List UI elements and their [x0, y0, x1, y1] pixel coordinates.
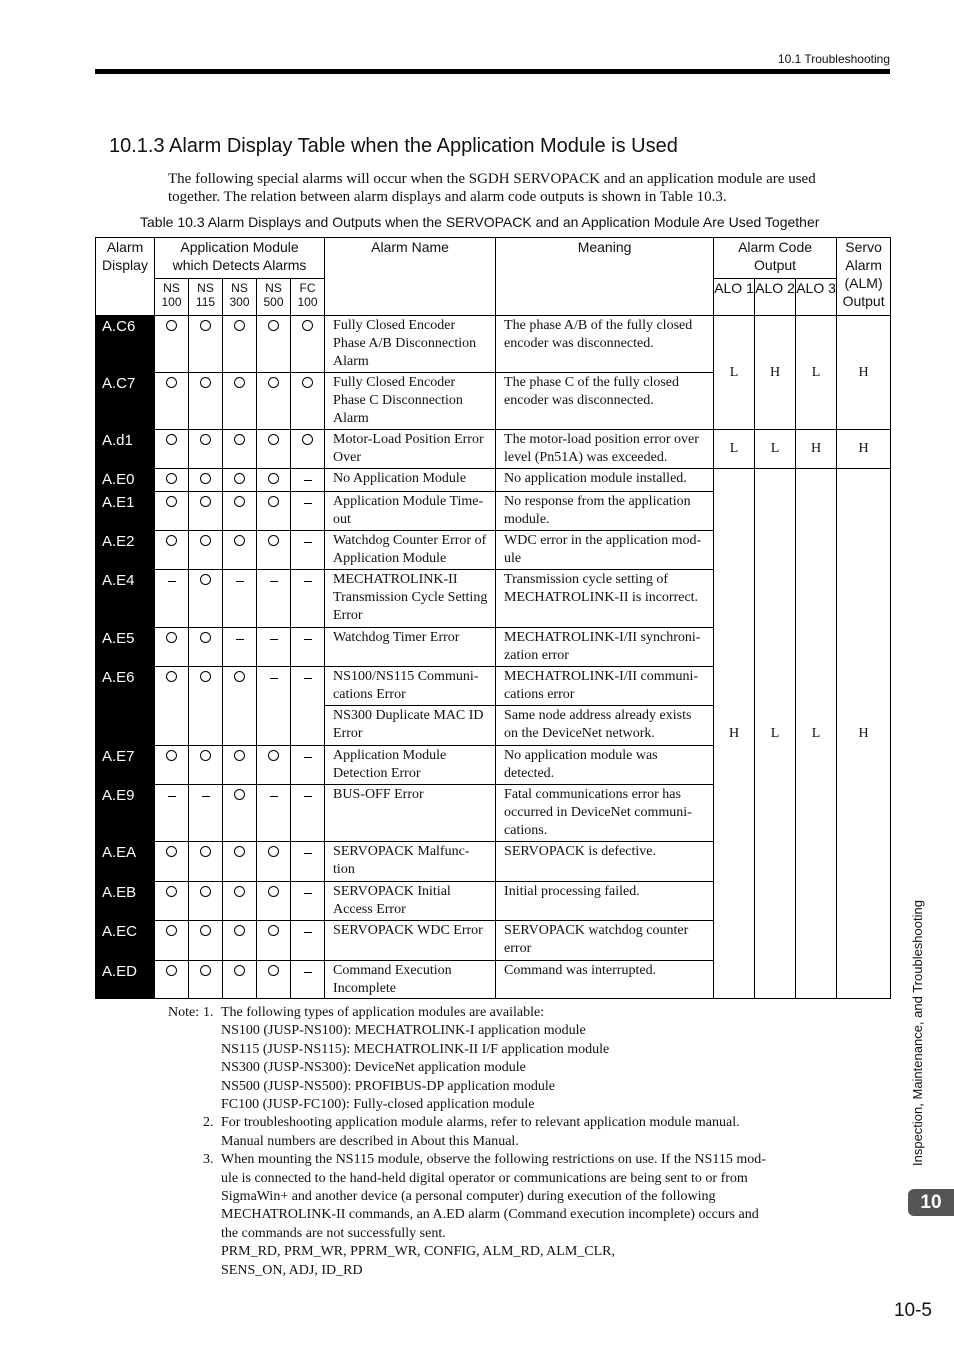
circle-mark-icon: [166, 434, 177, 445]
module-mark: [155, 430, 189, 469]
note-label: [168, 1133, 203, 1151]
note-text: NS115 (JUSP-NS115): MECHATROLINK-II I/F application module: [221, 1041, 610, 1057]
circle-mark-icon: [234, 965, 245, 976]
module-mark: [291, 373, 325, 430]
dash-mark-icon: [168, 796, 176, 797]
module-mark: [291, 785, 325, 842]
module-mark: [257, 961, 291, 999]
module-mark: [223, 570, 257, 628]
module-mark: [223, 469, 257, 492]
module-mark: [257, 469, 291, 492]
circle-mark-icon: [200, 925, 211, 936]
alarm-name: Application Module Detection Error: [325, 746, 496, 785]
module-mark: [155, 842, 189, 882]
page-number: 10-5: [893, 1300, 932, 1321]
alarm-meaning: The phase A/B of the fully closed encoder was disconnected.: [496, 316, 714, 373]
alarm-meaning: SERVOPACK watchdog counter error: [496, 921, 714, 961]
circle-mark-icon: [268, 434, 279, 445]
alarm-code: A.E9: [96, 785, 155, 842]
dash-mark-icon: [304, 932, 312, 933]
circle-mark-icon: [234, 789, 245, 800]
note-line: [168, 1114, 788, 1132]
module-mark: [189, 842, 223, 882]
module-mark: [189, 531, 223, 570]
alarm-meaning: No response from the application module.: [496, 492, 714, 531]
dash-mark-icon: [236, 581, 244, 582]
note-text: Manual numbers are described in About this Manual.: [221, 1133, 519, 1149]
circle-mark-icon: [234, 671, 245, 682]
circle-mark-icon: [200, 632, 211, 643]
module-mark: [189, 316, 223, 373]
module-mark: [257, 921, 291, 961]
circle-mark-icon: [302, 377, 313, 388]
note-label: [168, 1188, 203, 1206]
alo-output: L: [714, 430, 755, 469]
dash-mark-icon: [236, 639, 244, 640]
alarm-meaning: No application module installed.: [496, 469, 714, 492]
alarm-name: Motor-Load Position Error Over: [325, 430, 496, 469]
dash-mark-icon: [304, 853, 312, 854]
dash-mark-icon: [304, 542, 312, 543]
circle-mark-icon: [200, 377, 211, 388]
module-mark: [155, 961, 189, 999]
alarm-name: SERVOPACK Malfunc-tion: [325, 842, 496, 882]
alarm-name: Watchdog Counter Error of Application Module: [325, 531, 496, 570]
module-mark: [291, 430, 325, 469]
module-mark: [257, 373, 291, 430]
alarm-code: A.E5: [96, 628, 155, 667]
note-label: Note:: [168, 1005, 200, 1020]
circle-mark-icon: [200, 473, 211, 484]
alarm-code: A.E2: [96, 531, 155, 570]
dash-mark-icon: [270, 796, 278, 797]
module-mark: [189, 570, 223, 628]
alarm-meaning: The motor-load position error over level (Pn51A) was exceeded.: [496, 430, 714, 469]
module-mark: [291, 667, 325, 746]
module-mark: [257, 746, 291, 785]
circle-mark-icon: [166, 925, 177, 936]
circle-mark-icon: [234, 535, 245, 546]
table-row: [96, 469, 891, 492]
module-mark: [291, 842, 325, 882]
circle-mark-icon: [234, 750, 245, 761]
circle-mark-icon: [268, 320, 279, 331]
circle-mark-icon: [200, 434, 211, 445]
circle-mark-icon: [234, 434, 245, 445]
note-number: [203, 1041, 221, 1059]
chapter-badge: 10: [908, 1189, 954, 1216]
circle-mark-icon: [268, 925, 279, 936]
alarm-meaning: WDC error in the application mod-ule: [496, 531, 714, 570]
module-mark: [291, 628, 325, 667]
alo-output: L: [714, 316, 755, 430]
note-text: NS100 (JUSP-NS100): MECHATROLINK-I application module: [221, 1023, 586, 1039]
alarm-code: A.ED: [96, 961, 155, 999]
module-mark: [223, 316, 257, 373]
note-line: [168, 1096, 788, 1114]
alarm-meaning: Fatal communications error has occurred in DeviceNet communi-cations.: [496, 785, 714, 842]
module-mark: [155, 785, 189, 842]
module-mark: [257, 667, 291, 746]
dash-mark-icon: [304, 480, 312, 481]
note-label: [168, 1059, 203, 1077]
note-line: [168, 1041, 788, 1059]
module-mark: [291, 746, 325, 785]
module-mark: [223, 746, 257, 785]
module-mark: [223, 667, 257, 746]
alarm-code: A.C7: [96, 373, 155, 430]
module-mark: [155, 628, 189, 667]
dash-mark-icon: [270, 678, 278, 679]
circle-mark-icon: [234, 320, 245, 331]
circle-mark-icon: [200, 496, 211, 507]
module-mark: [223, 492, 257, 531]
alo-output: L: [755, 430, 796, 469]
dash-mark-icon: [304, 678, 312, 679]
module-mark: [257, 842, 291, 882]
note-number: 2.: [203, 1115, 214, 1131]
dash-mark-icon: [304, 757, 312, 758]
note-number: 1.: [203, 1005, 214, 1020]
header-alarm-name: Alarm Name: [325, 238, 496, 316]
module-mark: [155, 492, 189, 531]
module-mark: [223, 628, 257, 667]
notes: [168, 1004, 788, 1280]
dash-mark-icon: [304, 639, 312, 640]
module-mark: [257, 882, 291, 921]
dash-mark-icon: [168, 581, 176, 582]
circle-mark-icon: [166, 535, 177, 546]
alarm-code: A.d1: [96, 430, 155, 469]
note-text: the commands are not successfully sent.: [221, 1225, 446, 1241]
alarm-name: BUS-OFF Error: [325, 785, 496, 842]
module-mark: [189, 882, 223, 921]
alo-output: L: [755, 469, 796, 999]
note-number: [203, 1188, 221, 1206]
module-mark: [223, 842, 257, 882]
note-line: [168, 1243, 788, 1261]
module-mark: [257, 531, 291, 570]
circle-mark-icon: [166, 671, 177, 682]
alarm-meaning: MECHATROLINK-I/II synchroni-zation error: [496, 628, 714, 667]
header-meaning: Meaning: [496, 238, 714, 316]
module-mark: [189, 492, 223, 531]
alarm-name: Fully Closed Encoder Phase C Disconnection Alarm: [325, 373, 496, 430]
module-mark: [291, 531, 325, 570]
module-mark: [189, 961, 223, 999]
circle-mark-icon: [268, 377, 279, 388]
circle-mark-icon: [200, 320, 211, 331]
circle-mark-icon: [234, 925, 245, 936]
circle-mark-icon: [200, 965, 211, 976]
header-module: NS 115: [189, 279, 223, 316]
alo-output: L: [796, 469, 837, 999]
module-mark: [223, 961, 257, 999]
header-servo-alarm: Servo Alarm (ALM) Output: [837, 238, 891, 316]
header-alo: ALO 1: [714, 279, 755, 316]
module-mark: [257, 785, 291, 842]
alarm-code: A.E4: [96, 570, 155, 628]
alarm-name: NS100/NS115 Communi-cations Error: [325, 667, 496, 706]
note-number: [203, 1243, 221, 1261]
circle-mark-icon: [166, 886, 177, 897]
note-line: [168, 1262, 788, 1280]
note-label: [168, 1114, 203, 1132]
module-mark: [291, 921, 325, 961]
note-number: [203, 1262, 221, 1280]
module-mark: [223, 882, 257, 921]
circle-mark-icon: [200, 750, 211, 761]
dash-mark-icon: [304, 503, 312, 504]
module-mark: [223, 921, 257, 961]
table-row: [96, 430, 891, 469]
module-mark: [257, 430, 291, 469]
circle-mark-icon: [234, 846, 245, 857]
note-number: [203, 1022, 221, 1040]
alarm-code: A.EC: [96, 921, 155, 961]
running-header: 10.1 Troubleshooting: [777, 52, 890, 66]
note-number: [203, 1170, 221, 1188]
note-number: [203, 1096, 221, 1114]
module-mark: [257, 316, 291, 373]
module-mark: [223, 430, 257, 469]
note-number: [203, 1059, 221, 1077]
note-number: [203, 1078, 221, 1096]
alarm-name: SERVOPACK WDC Error: [325, 921, 496, 961]
note-label: [168, 1022, 203, 1040]
header-alo: ALO 2: [755, 279, 796, 316]
alo-output: L: [796, 316, 837, 430]
note-line: [168, 1004, 788, 1022]
module-mark: [155, 667, 189, 746]
circle-mark-icon: [234, 377, 245, 388]
note-line: [168, 1225, 788, 1243]
note-text: FC100 (JUSP-FC100): Fully-closed application module: [221, 1097, 535, 1113]
note-number: [203, 1225, 221, 1243]
alarm-meaning: The phase C of the fully closed encoder was disconnected.: [496, 373, 714, 430]
circle-mark-icon: [166, 750, 177, 761]
side-tab-text: Inspection, Maintenance, and Troubleshooting: [910, 900, 925, 1166]
note-text: MECHATROLINK-II commands, an A.ED alarm (Command execution incomplete) occurs and: [221, 1207, 759, 1223]
module-mark: [189, 430, 223, 469]
note-label: [168, 1243, 203, 1261]
dash-mark-icon: [270, 581, 278, 582]
alarm-code: A.E7: [96, 746, 155, 785]
module-mark: [189, 373, 223, 430]
circle-mark-icon: [268, 496, 279, 507]
note-text: For troubleshooting application module alarms, refer to relevant application module manual.: [221, 1115, 740, 1131]
alo-output: H: [796, 430, 837, 469]
note-label: [168, 1225, 203, 1243]
note-text: NS300 (JUSP-NS300): DeviceNet application module: [221, 1060, 526, 1076]
circle-mark-icon: [234, 886, 245, 897]
module-mark: [189, 746, 223, 785]
note-text: The following types of application modules are available:: [221, 1005, 545, 1020]
circle-mark-icon: [166, 632, 177, 643]
circle-mark-icon: [302, 434, 313, 445]
module-mark: [257, 492, 291, 531]
circle-mark-icon: [234, 496, 245, 507]
note-number: [203, 1206, 221, 1224]
header-app-module: Application Module which Detects Alarms: [155, 238, 325, 279]
servo-alarm-output: H: [837, 316, 891, 430]
header-module: FC 100: [291, 279, 325, 316]
circle-mark-icon: [234, 473, 245, 484]
module-mark: [155, 882, 189, 921]
header-alarm-display: Alarm Display: [96, 238, 155, 316]
note-line: [168, 1188, 788, 1206]
alarm-meaning: Command was interrupted.: [496, 961, 714, 999]
note-label: [168, 1170, 203, 1188]
note-text: NS500 (JUSP-NS500): PROFIBUS-DP application module: [221, 1078, 555, 1094]
note-number: 3.: [203, 1152, 214, 1168]
alarm-table-body: [96, 316, 891, 999]
circle-mark-icon: [166, 846, 177, 857]
alarm-name: Application Module Time-out: [325, 492, 496, 531]
circle-mark-icon: [166, 320, 177, 331]
section-title: 10.1.3 Alarm Display Table when the Application Module is Used: [109, 135, 678, 157]
module-mark: [257, 570, 291, 628]
module-mark: [189, 667, 223, 746]
note-line: [168, 1151, 788, 1169]
module-mark: [189, 628, 223, 667]
circle-mark-icon: [268, 965, 279, 976]
module-mark: [189, 469, 223, 492]
note-line: [168, 1133, 788, 1151]
circle-mark-icon: [268, 750, 279, 761]
alarm-meaning: Same node address already exists on the DeviceNet network.: [496, 706, 714, 746]
circle-mark-icon: [268, 535, 279, 546]
alarm-name: NS300 Duplicate MAC ID Error: [325, 706, 496, 746]
module-mark: [155, 570, 189, 628]
alarm-meaning: No application module was detected.: [496, 746, 714, 785]
note-label: [168, 1096, 203, 1114]
alarm-meaning: MECHATROLINK-I/II communi-cations error: [496, 667, 714, 706]
alarm-name: SERVOPACK Initial Access Error: [325, 882, 496, 921]
alo-output: H: [755, 316, 796, 430]
circle-mark-icon: [200, 846, 211, 857]
circle-mark-icon: [200, 574, 211, 585]
circle-mark-icon: [302, 320, 313, 331]
circle-mark-icon: [166, 496, 177, 507]
intro-paragraph: The following special alarms will occur when the SGDH SERVOPACK and an application module are used together. The relation between alarm displays and alarm code outputs is shown in Table 10.3.: [168, 171, 816, 205]
header-module: NS 500: [257, 279, 291, 316]
alarm-table: [95, 237, 891, 999]
module-mark: [155, 316, 189, 373]
header-rule: [95, 69, 890, 74]
alarm-code: A.E1: [96, 492, 155, 531]
header-module: NS 100: [155, 279, 189, 316]
alarm-meaning: SERVOPACK is defective.: [496, 842, 714, 882]
module-mark: [189, 921, 223, 961]
header-alo: ALO 3: [796, 279, 837, 316]
circle-mark-icon: [166, 473, 177, 484]
module-mark: [291, 882, 325, 921]
note-line: [168, 1022, 788, 1040]
alarm-code: A.EA: [96, 842, 155, 882]
note-line: [168, 1059, 788, 1077]
circle-mark-icon: [268, 473, 279, 484]
module-mark: [291, 961, 325, 999]
table-row: [96, 316, 891, 373]
note-text: ule is connected to the hand-held digital operator or communications are being sent to or from: [221, 1170, 748, 1186]
dash-mark-icon: [304, 972, 312, 973]
module-mark: [223, 531, 257, 570]
module-mark: [189, 785, 223, 842]
alarm-code: A.E0: [96, 469, 155, 492]
dash-mark-icon: [270, 639, 278, 640]
circle-mark-icon: [268, 886, 279, 897]
alarm-code: A.E6: [96, 667, 155, 746]
module-mark: [291, 492, 325, 531]
table-caption: Table 10.3 Alarm Displays and Outputs when the SERVOPACK and an Application Module Are Used Together: [140, 214, 820, 230]
note-label: [168, 1041, 203, 1059]
circle-mark-icon: [268, 846, 279, 857]
module-mark: [291, 570, 325, 628]
alarm-meaning: Initial processing failed.: [496, 882, 714, 921]
circle-mark-icon: [200, 671, 211, 682]
alarm-name: MECHATROLINK-II Transmission Cycle Setting Error: [325, 570, 496, 628]
note-text: When mounting the NS115 module, observe the following restrictions on use. If the NS115 mod-: [221, 1152, 766, 1168]
module-mark: [223, 373, 257, 430]
servo-alarm-output: H: [837, 430, 891, 469]
module-mark: [291, 469, 325, 492]
circle-mark-icon: [166, 965, 177, 976]
dash-mark-icon: [304, 893, 312, 894]
note-line: [168, 1206, 788, 1224]
alarm-name: Watchdog Timer Error: [325, 628, 496, 667]
module-mark: [155, 921, 189, 961]
dash-mark-icon: [202, 796, 210, 797]
servo-alarm-output: H: [837, 469, 891, 999]
note-label: [168, 1262, 203, 1280]
module-mark: [155, 746, 189, 785]
module-mark: [155, 469, 189, 492]
alarm-meaning: Transmission cycle setting of MECHATROLINK-II is incorrect.: [496, 570, 714, 628]
alarm-name: Command Execution Incomplete: [325, 961, 496, 999]
note-label: [168, 1078, 203, 1096]
dash-mark-icon: [304, 581, 312, 582]
alarm-name: No Application Module: [325, 469, 496, 492]
note-text: SigmaWin+ and another device (a personal computer) during execution of the following: [221, 1189, 716, 1205]
module-mark: [155, 373, 189, 430]
module-mark: [257, 628, 291, 667]
alarm-code: A.EB: [96, 882, 155, 921]
dash-mark-icon: [304, 796, 312, 797]
header-alarm-code-output: Alarm Code Output: [714, 238, 837, 279]
circle-mark-icon: [200, 886, 211, 897]
alarm-code: A.C6: [96, 316, 155, 373]
note-text: SENS_ON, ADJ, ID_RD: [221, 1262, 363, 1278]
note-label: [168, 1206, 203, 1224]
note-line: [168, 1170, 788, 1188]
note-line: [168, 1078, 788, 1096]
circle-mark-icon: [166, 377, 177, 388]
alarm-name: Fully Closed Encoder Phase A/B Disconnection Alarm: [325, 316, 496, 373]
module-mark: [291, 316, 325, 373]
circle-mark-icon: [200, 535, 211, 546]
note-text: PRM_RD, PRM_WR, PPRM_WR, CONFIG, ALM_RD, ALM_CLR,: [221, 1244, 616, 1260]
module-mark: [223, 785, 257, 842]
module-mark: [155, 531, 189, 570]
note-number: [203, 1133, 221, 1151]
alo-output: H: [714, 469, 755, 999]
header-module: NS 300: [223, 279, 257, 316]
note-label: [168, 1151, 203, 1169]
